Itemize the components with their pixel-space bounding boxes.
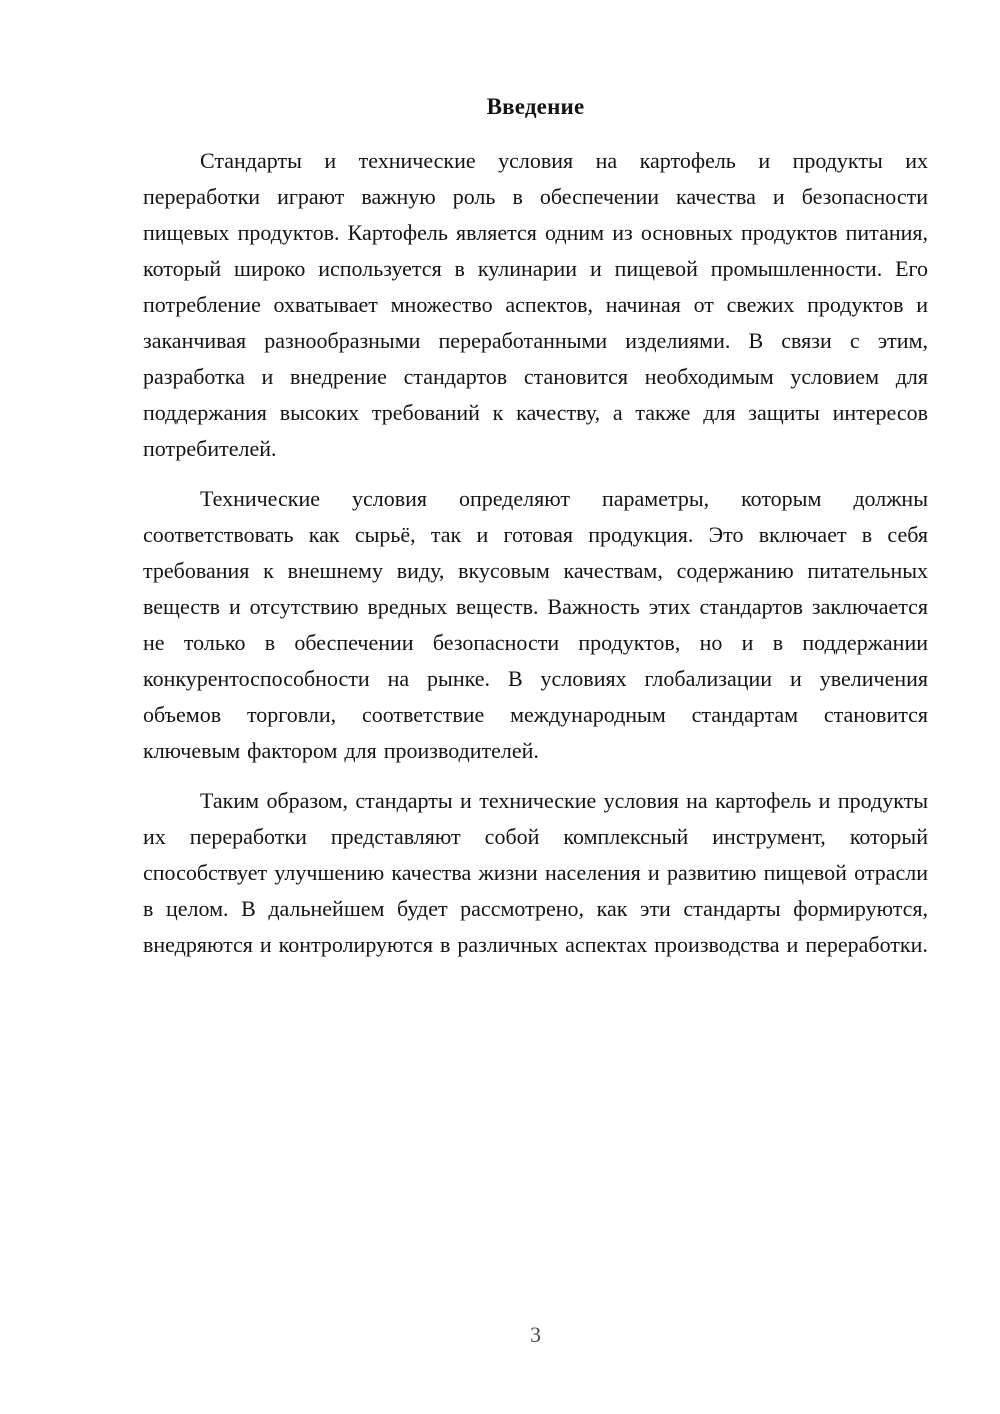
page-number: 3	[530, 1322, 541, 1347]
paragraph-intro-standards: Стандарты и технические условия на картофель и продукты их переработки играют важную роль в обеспечении качества и безопасности пищевых продуктов. Картофель является одним из основных продуктов питания, который широко используется в кулинарии и пищевой промышленности. Его потребление охватывает множество аспектов, начиная от свежих продуктов и заканчивая разнообразными переработанными изделиями. В связи с этим, разработка и внедрение стандартов становится необходимым условием для поддержания высоких требований к качеству, а также для защиты интересов потребителей.	[143, 148, 928, 461]
paragraph-technical-conditions: Технические условия определяют параметры, которым должны соответствовать как сырьё, так и готовая продукция. Это включает в себя требования к внешнему виду, вкусовым качествам, содержанию питательных веществ и отсутствию вредных веществ. Важность этих стандартов заключается не только в обеспечении безопасности продуктов, но и в поддержании конкурентоспособности на рынке. В условиях глобализации и увеличения объемов торговли, соответствие международным стандартам становится ключевым фактором для производителей.	[143, 486, 928, 763]
page-title: Введение	[486, 94, 585, 119]
paragraph-conclusion: Таким образом, стандарты и технические условия на картофель и продукты их переработки представляют собой комплексный инструмент, который способствует улучшению качества жизни населения и развитию пищевой отрасли в целом. В дальнейшем будет рассмотрено, как эти стандарты формируются, внедряются и контролируются в различных аспектах производства и переработки.	[143, 788, 928, 957]
